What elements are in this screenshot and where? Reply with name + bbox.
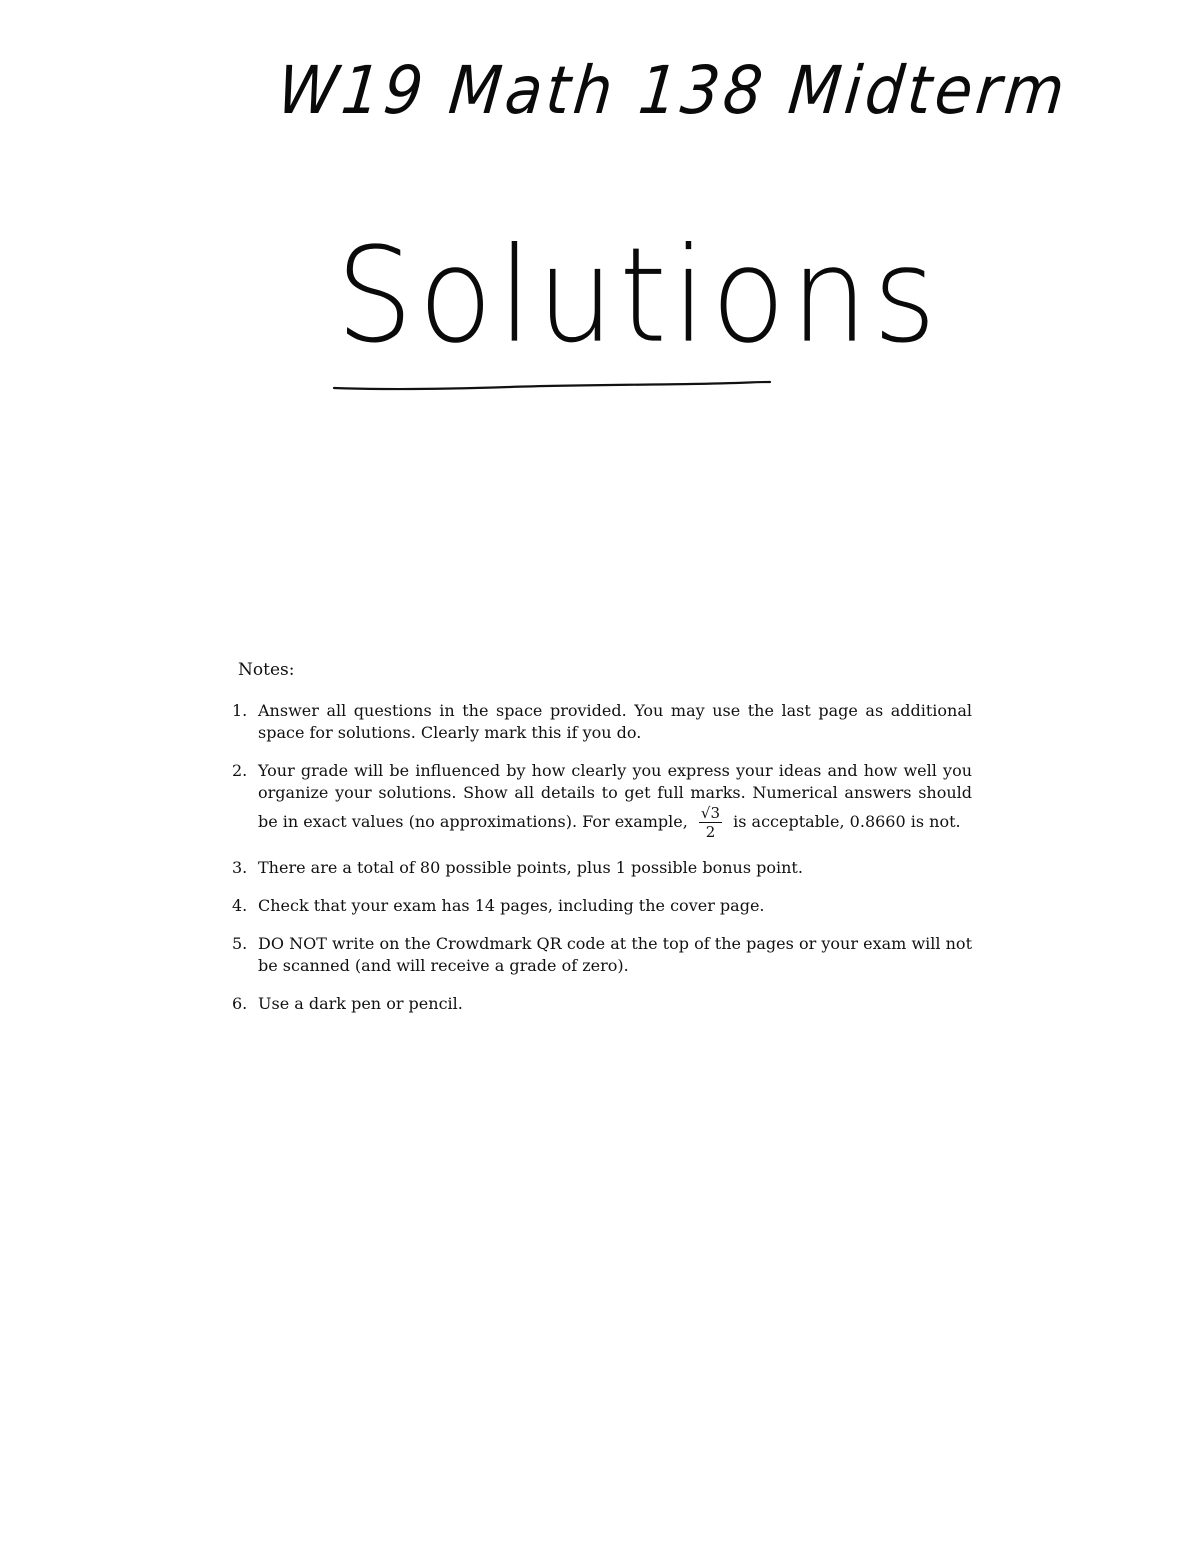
note-text: Use a dark pen or pencil. (258, 994, 463, 1013)
note-number: 1. (232, 701, 248, 720)
note-text: DO NOT write on the Crowdmark QR code at the top of the pages or your exam will not be scanned (and will receive a grade of zero). (258, 934, 972, 975)
note-item (232, 700, 972, 744)
notes-list (232, 700, 972, 1015)
note-item (232, 993, 972, 1015)
handwritten-underline (330, 372, 780, 396)
note-number: 4. (232, 896, 248, 915)
fraction-denominator: 2 (705, 823, 716, 841)
note-text: Answer all questions in the space provided. You may use the last page as additional space for solutions. Clearly mark this if you do. (258, 701, 972, 742)
notes-section (232, 660, 972, 1031)
handwritten-title: W19 Math 138 Midterm (274, 52, 1072, 129)
fraction-numerator: √3 (700, 804, 721, 822)
note-item (232, 760, 972, 841)
note-text: There are a total of 80 possible points, plus 1 possible bonus point. (258, 858, 803, 877)
note-text: Check that your exam has 14 pages, including the cover page. (258, 896, 765, 915)
note-number: 6. (232, 994, 248, 1013)
note-text-after: is acceptable, 0.8660 is not. (733, 812, 961, 831)
note-item (232, 895, 972, 917)
note-number: 3. (232, 858, 248, 877)
note-number: 5. (232, 934, 248, 953)
note-number: 2. (232, 761, 248, 780)
note-text: Your grade will be influenced by how clearly you express your ideas and how well you organize your solutions. Show all details to get full marks. Numerical answers should be in exact values (no approximations). For example, (258, 761, 972, 831)
fraction-example (699, 804, 722, 841)
handwritten-solutions-label: Solutions (336, 219, 942, 372)
notes-heading: Notes: (238, 660, 295, 680)
note-item (232, 857, 972, 879)
note-item (232, 933, 972, 977)
